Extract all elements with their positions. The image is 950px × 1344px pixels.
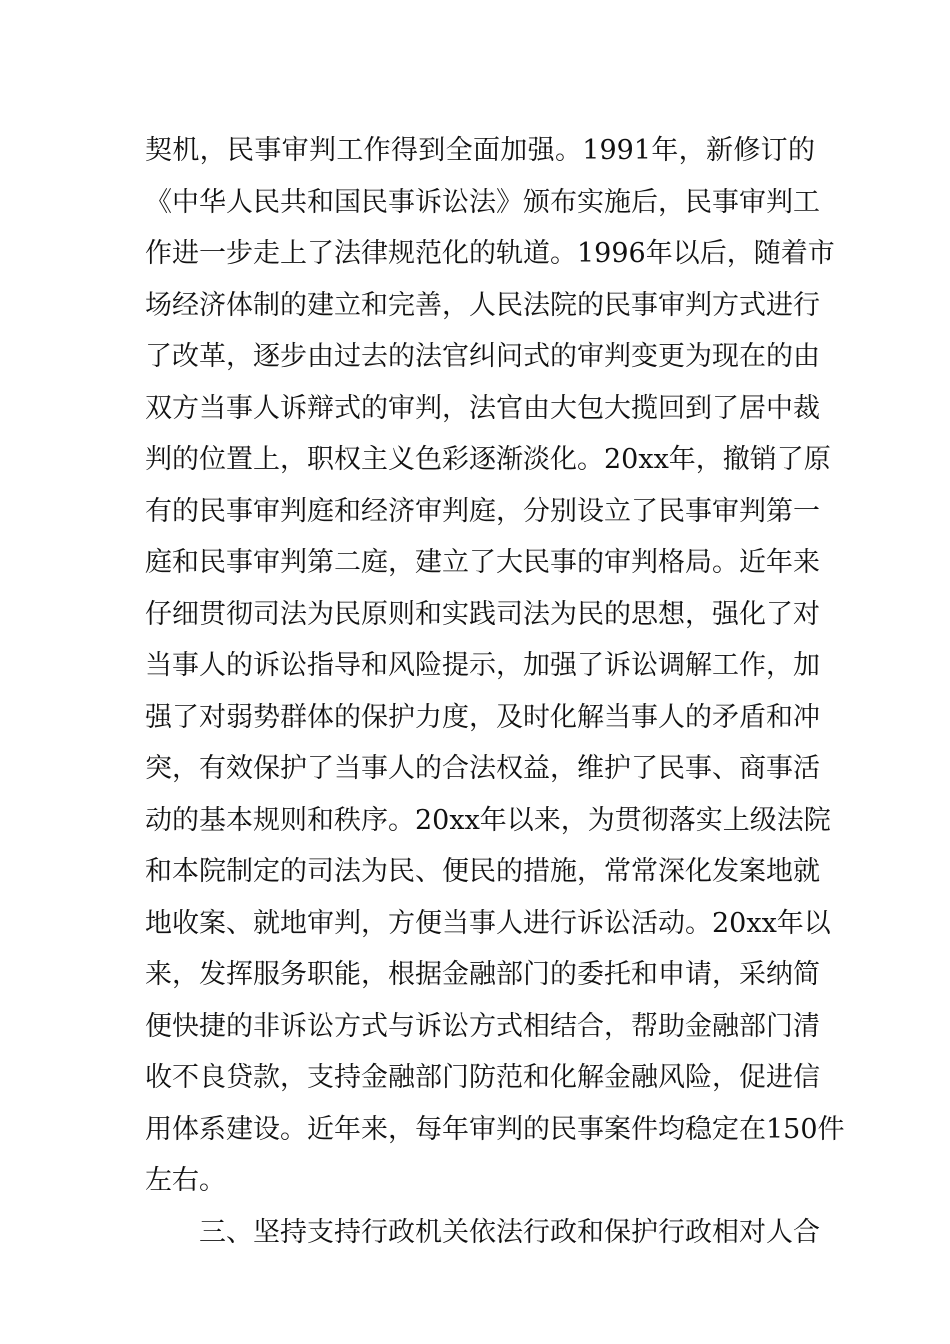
text-line: 突，有效保护了当事人的合法权益，维护了民事、商事活 <box>145 753 820 784</box>
text-line: 动的基本规则和秩序。20xx年以来，为贯彻落实上级法院 <box>145 804 831 836</box>
text-line: 庭和民事审判第二庭，建立了大民事的审判格局。近年来 <box>145 547 820 578</box>
text-line: 收不良贷款，支持金融部门防范和化解金融风险，促进信 <box>145 1062 820 1093</box>
text-line: 有的民事审判庭和经济审判庭，分别设立了民事审判第一 <box>145 495 820 527</box>
text-line: 强了对弱势群体的保护力度，及时化解当事人的矛盾和冲 <box>145 701 820 733</box>
text-line: 便快捷的非诉讼方式与诉讼方式相结合，帮助金融部门清 <box>145 1010 820 1042</box>
text-line: 当事人的诉讼指导和风险提示，加强了诉讼调解工作，加 <box>145 650 820 681</box>
section-heading-line: 三、坚持支持行政机关依法行政和保护行政相对人合 <box>199 1216 820 1248</box>
text-line: 仔细贯彻司法为民原则和实践司法为民的思想，强化了对 <box>145 598 820 630</box>
text-line: 用体系建设。近年来，每年审判的民事案件均稳定在150件 <box>145 1113 845 1145</box>
paragraph-2 <box>145 1210 820 1262</box>
text-line: 和本院制定的司法为民、便民的措施，常常深化发案地就 <box>145 856 820 887</box>
text-line: 契机，民事审判工作得到全面加强。1991年，新修订的 <box>145 135 815 166</box>
text-line: 判的位置上，职权主义色彩逐渐淡化。20xx年，撤销了原 <box>145 444 831 475</box>
text-line: 作进一步走上了法律规范化的轨道。1996年以后，随着市 <box>145 238 835 269</box>
paragraph-1 <box>145 128 845 1210</box>
text-line: 左右。 <box>145 1165 226 1196</box>
text-line: 了改革，逐步由过去的法官纠问式的审判变更为现在的由 <box>145 341 820 372</box>
text-line: 场经济体制的建立和完善，人民法院的民事审判方式进行 <box>145 289 820 321</box>
body-text <box>145 128 845 1261</box>
text-line: 地收案、就地审判，方便当事人进行诉讼活动。20xx年以 <box>145 907 831 939</box>
text-line: 双方当事人诉辩式的审判，法官由大包大揽回到了居中裁 <box>145 392 820 424</box>
text-line: 《中华人民共和国民事诉讼法》颁布实施后，民事审判工 <box>145 186 820 218</box>
text-line: 来，发挥服务职能，根据金融部门的委托和申请，采纳简 <box>145 959 820 990</box>
